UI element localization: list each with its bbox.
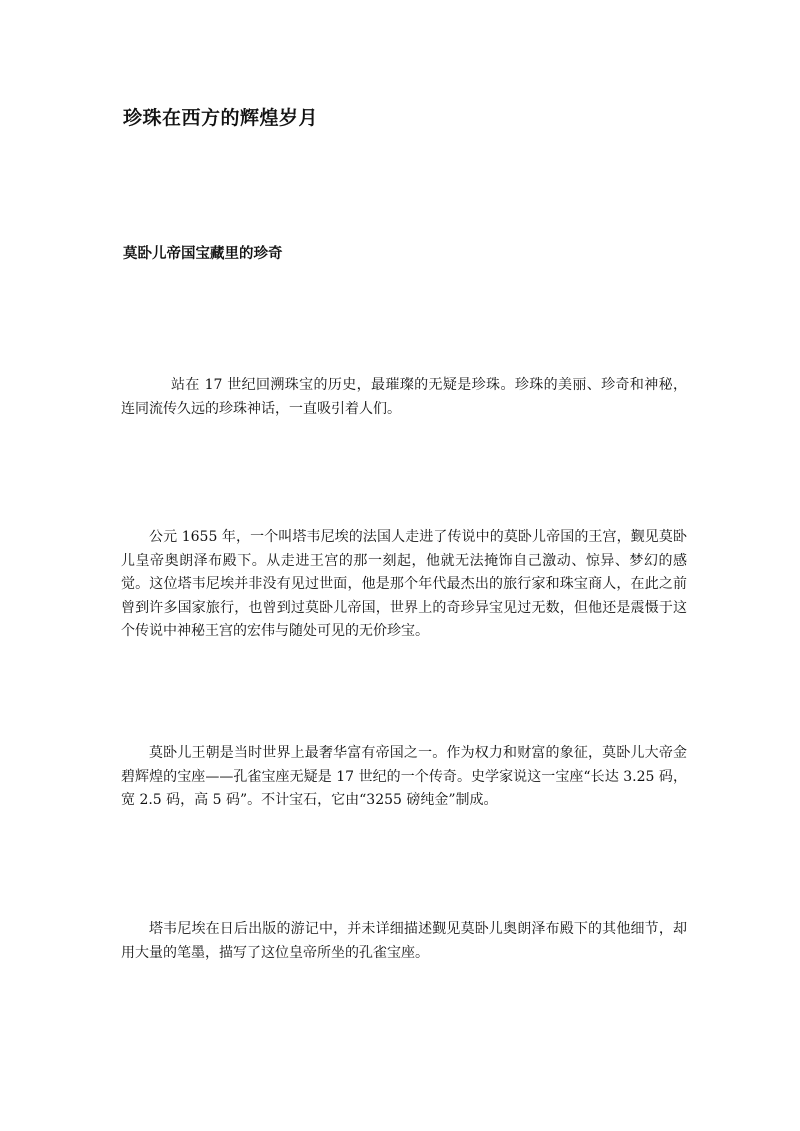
paragraph-tavernier-visit: 公元 1655 年，一个叫塔韦尼埃的法国人走进了传说中的莫卧儿帝国的王宫，觐见莫卧儿皇帝奥朗泽布殿下。从走进王宫的那一刻起，他就无法掩饰自己激动、惊异、梦幻的感觉。这位塔韦尼埃并非没有见过世面，他是那个年代最杰出的旅行家和珠宝商人，在此之前曾到许多国家旅行，也曾到过莫卧儿帝国，世界上的奇珍异宝见过无数，但他还是震慑于这个传说中神秘王宫的宏伟与随处可见的无价珍宝。 [121, 529, 687, 639]
paragraph-intro: 站在 17 世纪回溯珠宝的历史，最璀璨的无疑是珍珠。珍珠的美丽、珍奇和神秘，连同流传久远的珍珠神话，一直吸引着人们。 [121, 377, 687, 417]
section-heading: 莫卧儿帝国宝藏里的珍奇 [123, 246, 283, 262]
paragraph-travelogue: 塔韦尼埃在日后出版的游记中，并未详细描述觐见莫卧儿奥朗泽布殿下的其他细节，却用大量的笔墨，描写了这位皇帝所坐的孔雀宝座。 [121, 921, 687, 961]
document-title: 珍珠在西方的辉煌岁月 [123, 107, 319, 129]
paragraph-peacock-throne: 莫卧儿王朝是当时世界上最奢华富有帝国之一。作为权力和财富的象征，莫卧儿大帝金碧辉煌的宝座——孔雀宝座无疑是 17 世纪的一个传奇。史学家说这一宝座“长达 3.25 码，宽 2.5 码，高 5 码”。不计宝石，它由“3255 磅纯金”制成。 [121, 745, 687, 808]
